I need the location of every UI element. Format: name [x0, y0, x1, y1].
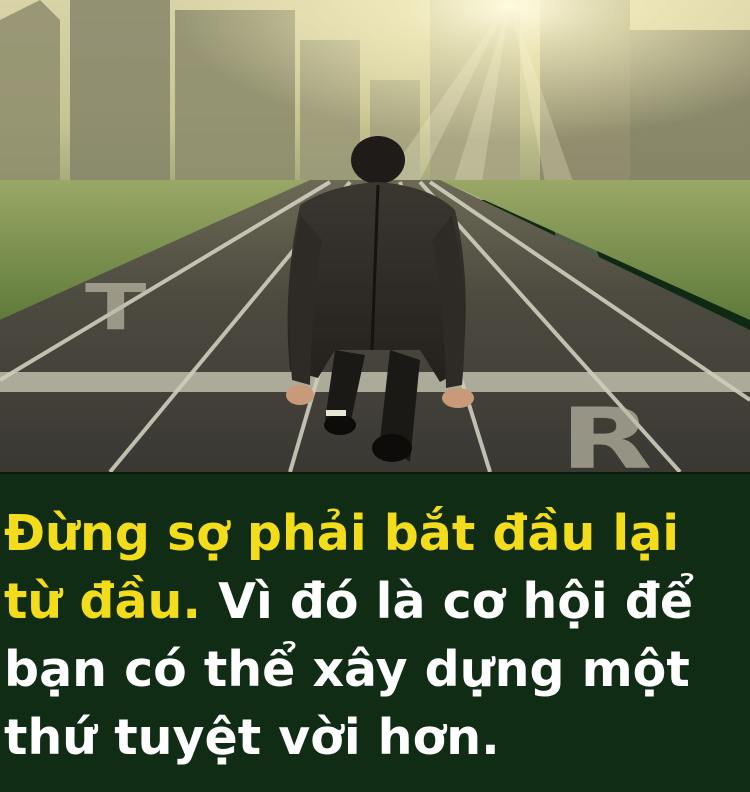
svg-text:R: R	[560, 390, 653, 472]
caption-line-2-rest: Vì đó là cơ hội để	[201, 573, 694, 630]
caption-line-1-highlight: Đừng sợ phải bắt đầu lại	[4, 505, 680, 562]
caption-line-1	[4, 504, 744, 564]
caption-line-2	[4, 572, 744, 632]
caption-line-2-highlight: từ đầu.	[4, 573, 202, 630]
quote-caption	[0, 474, 750, 792]
svg-text:T: T	[85, 271, 147, 345]
caption-line-3: bạn có thể xây dựng một	[4, 641, 690, 698]
caption-line-4: thứ tuyệt vời hơn.	[4, 709, 500, 766]
